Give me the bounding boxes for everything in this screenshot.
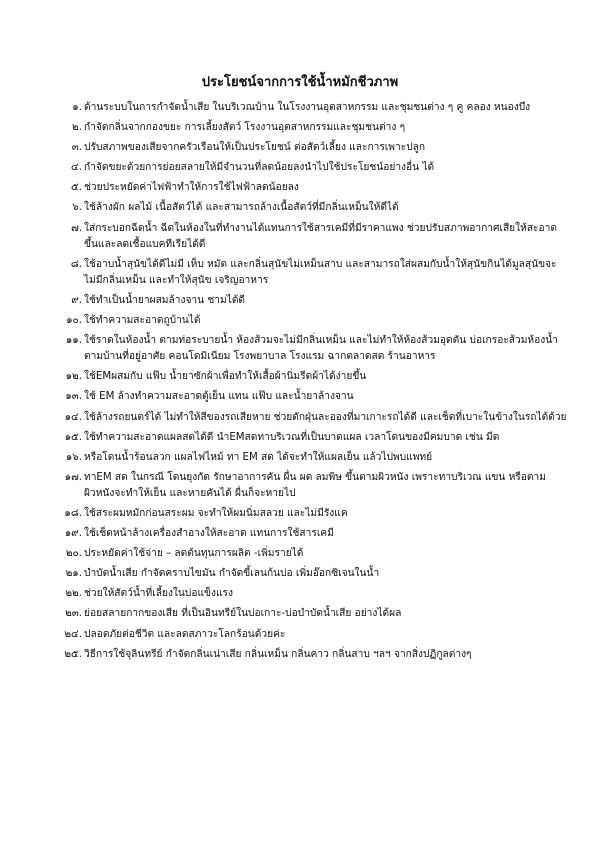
list-item-text: กำจัดกลิ่นจากกองขยะ การเลี้ยงสัตว์ โรงงานอุตสาหกรรมและชุมชนต่าง ๆ [84,122,406,134]
list-item-number: ๑๓. [65,391,82,403]
list-item [68,293,568,309]
list-item-text: กำจัดขยะด้วยการย่อยสลายให้มีจำนวนที่ลดน้อยลงนำไปใช้ประโยชน์อย่างอื่น ได้ [84,162,435,174]
list-item [65,606,568,622]
list-item-number: ๙. [71,294,82,306]
list-item-number: ๑๕. [64,431,82,443]
list-item-number: ๑๒. [65,371,82,383]
list-item-number: ๗. [71,222,82,234]
list-item [65,333,568,365]
list-item-number: ๑๙. [64,528,82,540]
list-item [65,389,568,405]
list-item-number: ๒๕. [64,648,82,660]
list-item [68,100,568,116]
list-item [68,257,568,289]
list-item-text: ใช้ล้างผัก ผลไม้ เนื้อสัตว์ได้ และสามารถล้างเนื้อสัตว์ที่มีกลิ่นเหม็นให้ดีได้ [84,202,399,214]
list-item [68,221,568,253]
list-item-text: ใช้ทำเป็นน้ำยาผสมล้างจาน ชามได้ดี [84,294,246,306]
list-item [64,506,568,522]
list-item [65,586,568,602]
list-item-text: ใช้ล้างรถยนตร์ได้ ไม่ทำให้สีของรถเสียหาย ช่วยดักฝุ่นละอองที่มาเกาะรถได้ดี และเช็ดที่เบาะในข้างในรถได้ด้วย [84,411,567,423]
list-item [68,120,568,136]
list-item-text: ปลอดภัยต่อชีวิต และลดสภาวะโลกร้อนด้วยค่ะ [84,628,286,640]
list-item-number: ๘. [70,258,82,270]
list-item [68,160,568,176]
list-item-text: ประหยัดค่าใช้จ่าย – ลดต้นทุนการผลิต -เพิ่มรายได้ [84,548,304,560]
list-item-text: ใช้EMผสมกับ แฟ๊บ น้ำยาซักผ้าเพื่อทำให้เสื้อผ้านิ่มรีดผ้าได้ง่ายขึ้น [84,371,367,383]
list-item-text: ทาEM สด ในกรณี โดนยุงกัด รักษาอาการคัน ผื่น ผด ลมพิษ ขึ้นตามผิวหนัง เพราะทาบริเวณ แขน หรือตามผิวหนังจะทำให้เย็น และหายคันได้ ผื่นก็จะหายไป [84,471,546,499]
list-item-number: ๒๒. [65,588,82,600]
list-item [64,526,568,542]
page-title: ประโยชน์จากการใช้น้ำหมักชีวภาพ [201,75,399,90]
list-item-number: ๖. [72,202,82,214]
list-item-number: ๑๑. [65,335,82,347]
list-item-number: ๔. [71,162,82,174]
list-item [65,546,568,562]
list-item-number: ๕. [71,182,82,194]
list-item-text: ใส่กระบอกฉีดน้ำ ฉีดในห้องในที่ทำงานได้แทนการใช้สารเคมีที่มีราคาแพง ช่วยปรับสภาพอากาศเสียให้สะอาดขึ้นและลดเชื้อแบคทีเรียได้ดี [84,222,557,250]
list-item-text: วิธีการใช้จุลินทรีย์ กำจัดกลิ่นเน่าเสีย กลิ่นเหม็น กลิ่นคาว กลิ่นสาบ ฯลฯ จากสิ่งปฏิกูลต่างๆ [84,648,472,660]
list-item [68,200,568,216]
list-item-text: หรือโดนน้ำร้อนลวก แผลไฟไหม้ ทา EM สด ได้จะทำให้แผลเย็น แล้วไปพบแพทย์ [84,451,433,463]
list-item-number: ๒๑. [65,568,82,580]
list-item [68,140,568,156]
list-item-text: ด้านระบบในการกำจัดน้ำเสีย ในบริเวณบ้าน ในโรงงานอุตสาหกรรม และชุมชนต่าง ๆ คู คลอง หนองบึง [84,102,531,113]
list-item-text: บำบัดน้ำเสีย กำจัดคราบไขมัน กำจัดขี้เลนก้นบ่อ เพิ่มอ๊อกซิเจนในน้ำ [84,568,380,580]
list-item-text: ใช้ทำความสะอาดแผลสดได้ดี นำEMสดทาบริเวณที่เป็นบาดแผล เวลาโดนของมีคมบาด เช่น มีด [84,431,500,443]
list-item-number: ๒๓. [65,608,82,620]
list-item-text: ปรับสภาพของเสียจากครัวเรือนให้เป็นประโยชน์ ต่อสัตว์เลี้ยง และการเพาะปลูก [84,142,426,154]
list-item-text: ใช้เช็ดหน้าล้างเครื่องสำอางให้สะอาด แทนการใช้สารเคมี [84,528,334,540]
list-item [65,450,568,466]
list-item-text: ใช้อาบน้ำสุนัขได้ดีไม่มี เห็บ หมัด และกลิ่นสุนัขไม่เหม็นสาบ และสามารถใส่ผสมกับน้ำให้สุนัขกินได้มูลสุนัขจะไม่มีกลิ่นเหม็น และทำให้สุนัข เจริญอาหาร [84,258,557,286]
list-item-text: ช่วยประหยัดค่าไฟฟ้าทำให้การใช้ไฟฟ้าลดน้อยลง [84,182,299,194]
list-item-number: ๓. [71,142,82,154]
list-item-number: ๒๔. [64,628,82,640]
list-item [64,410,568,426]
list-item-number: ๑๗. [64,471,82,483]
list-item [68,313,568,329]
list-item [64,470,568,502]
list-item-text: ใช้ทำความสะอาดถูบ้านได้ [84,315,201,327]
list-item-number: ๑๔. [64,411,82,423]
list-item-text: ย่อยสลายกากของเสีย ที่เป็นอินทรีย์ในบ่อเกาะ-บ่อบำบัดน้ำเสีย อย่างได้ผล [84,608,402,620]
list-item-number: ๑๘. [64,507,82,519]
list-item-number: ๑๐. [66,315,82,327]
list-item-text: ช่วยให้สัตว์น้ำที่เลี้ยงในบ่อแข็งแรง [84,588,233,600]
list-item-text: ใช้ EM ล้างทำความสะอาดตู้เย็น แทน แฟ๊บ และน้ำยาล้างจาน [84,391,354,403]
list-item [65,369,568,385]
list-item [64,627,568,643]
list-item-text: ใช้สระผมหมักก่อนสระผม จะทำให้ผมนิ่มสลวย และไม่มีรังแค [84,507,348,519]
list-item [68,180,568,196]
list-item-number: ๑๖. [65,451,82,463]
list-item-number: ๒. [72,122,82,134]
list-item [64,647,568,663]
list-item-number: ๒๐. [65,548,82,560]
benefit-list [64,100,568,667]
list-item [65,566,568,582]
list-item-text: ใช้ราดในห้องน้ำ ตามท่อระบายน้ำ ห้องส้วมจะไม่มีกลิ่นเหม็น และไม่ทำให้ห้องส้วมอุดตัน บ่อเกรอะส้วมห้องน้ำ ตามบ้านที่อยู่อาศัย คอนโดมิเนียม โรงพยาบาล โรงแรม ฉากตลาดสด ร้านอาหาร [84,335,558,363]
list-item [64,430,568,446]
list-item-number: ๑. [72,102,82,113]
